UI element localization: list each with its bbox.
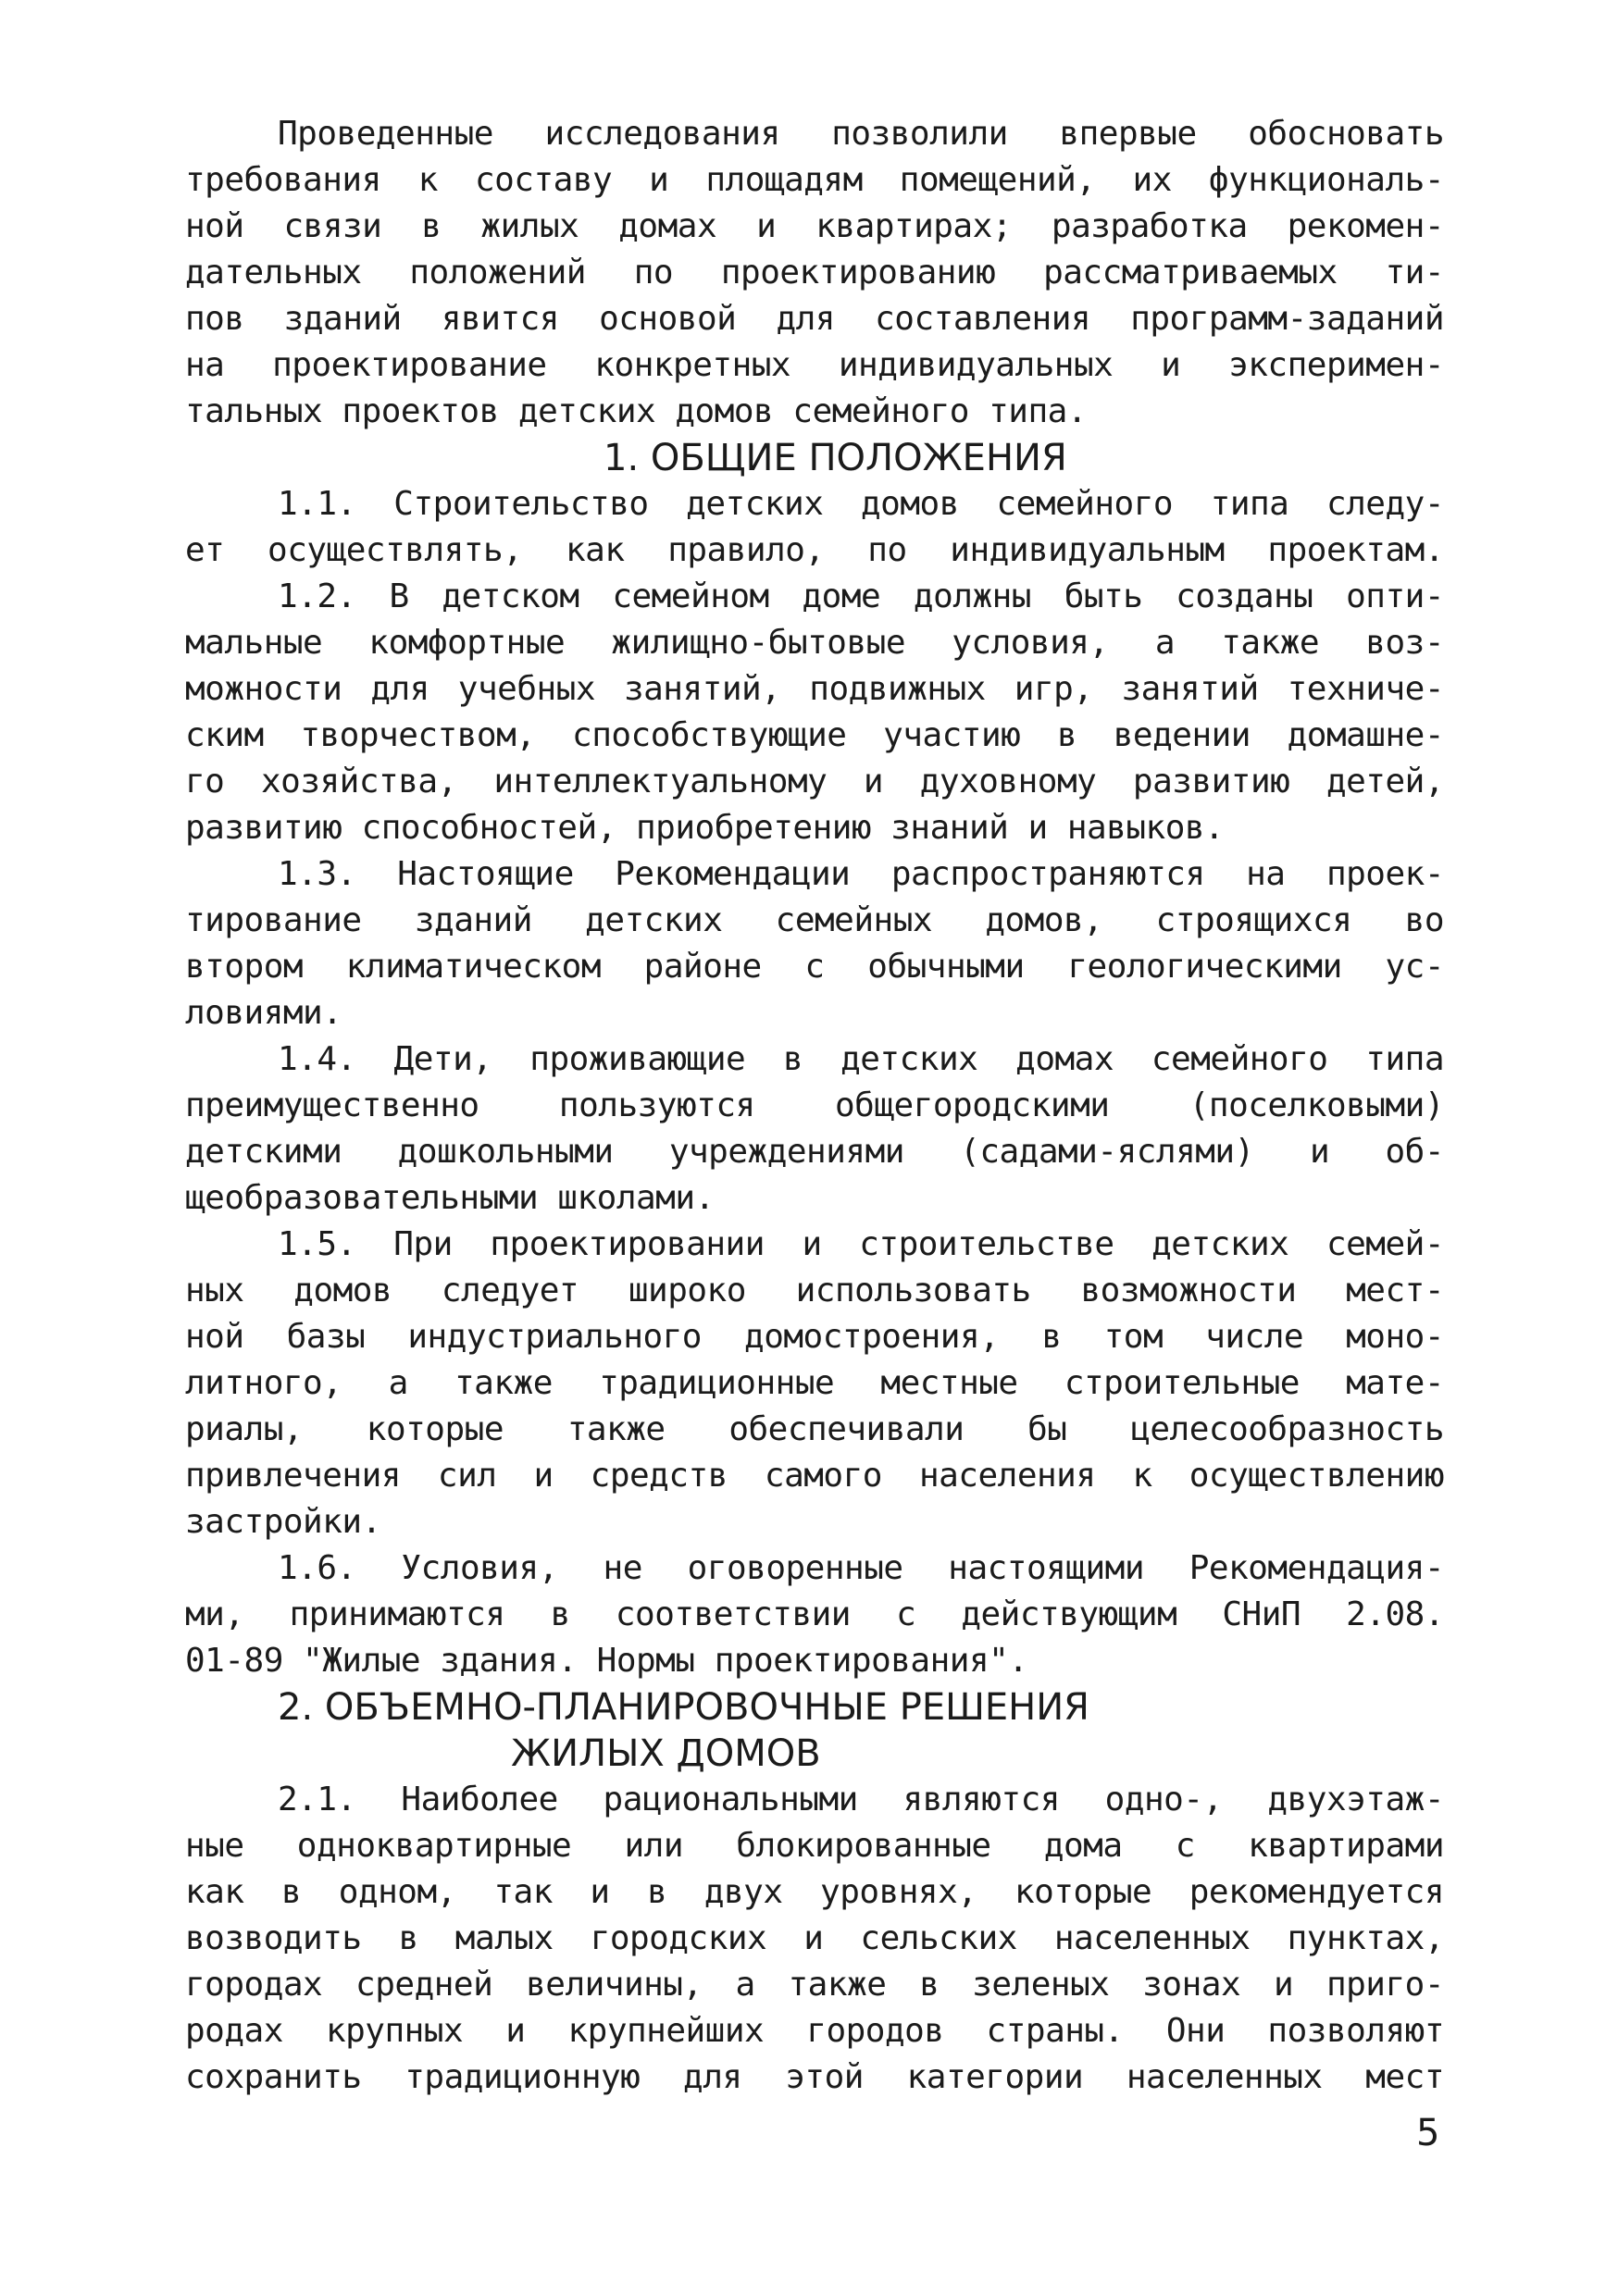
text-line: пов зданий явится основой для составления программ-заданий <box>185 300 1444 338</box>
paragraph-1-4 <box>185 1036 1444 1222</box>
page-number: 5 <box>1416 2112 1440 2154</box>
section-2-heading: 2. ОБЪЕМНО-ПЛАНИРОВОЧНЫЕ РЕШЕНИЯ <box>278 1686 1089 1729</box>
paragraph-1-3 <box>185 851 1444 1036</box>
text-line: требования к составу и площадям помещений, их функциональ- <box>185 161 1444 199</box>
text-line: привлечения сил и средств самого населения к осуществлению <box>185 1457 1444 1495</box>
text-line: ет осуществлять, как правило, по индивидуальным проектам. <box>185 531 1444 569</box>
paragraph-1-5 <box>185 1222 1444 1545</box>
text-line: городах средней величины, а также в зеленых зонах и приго- <box>185 1966 1444 2004</box>
text-line: 1.4. Дети, проживающие в детских домах семейного типа <box>278 1040 1444 1078</box>
text-line: ных домов следует широко использовать возможности мест- <box>185 1272 1444 1309</box>
text-line: втором климатическом районе с обычными геологическими ус- <box>185 948 1444 986</box>
text-line: как в одном, так и в двух уровнях, которые рекомендуется <box>185 1873 1444 1911</box>
text-line: ским творчеством, способствующие участию в ведении домашне- <box>185 716 1444 754</box>
text-line: на проектирование конкретных индивидуальных и эксперимен- <box>185 346 1444 384</box>
text-line: литного, а также традиционные местные строительные мате- <box>185 1364 1444 1402</box>
text-line: можности для учебных занятий, подвижных игр, занятий техниче- <box>185 670 1444 708</box>
text-line: риалы, которые также обеспечивали бы целесообразность <box>185 1410 1444 1448</box>
section-1-heading: 1. ОБЩИЕ ПОЛОЖЕНИЯ <box>604 437 1067 479</box>
text-line: 1.2. В детском семейном доме должны быть созданы опти- <box>278 577 1444 615</box>
text-line: ной связи в жилых домах и квартирах; разработка рекомен- <box>185 207 1444 245</box>
paragraph-1-6 <box>185 1545 1444 1684</box>
paragraph-1-1 <box>185 481 1444 574</box>
text-line: тирование зданий детских семейных домов, строящихся во <box>185 901 1444 939</box>
text-line: сохранить традиционную для этой категории населенных мест <box>185 2058 1444 2096</box>
text-line: го хозяйства, интеллектуальному и духовному развитию детей, <box>185 763 1444 800</box>
paragraph-1-2 <box>185 574 1444 851</box>
section-2-heading-continued: ЖИЛЫХ ДОМОВ <box>511 1732 821 1775</box>
text-line: 1.3. Настоящие Рекомендации распространяются на проек- <box>278 855 1444 893</box>
text-line: Проведенные исследования позволили впервые обосновать <box>278 115 1444 153</box>
text-line: ми, принимаются в соответствии с действующим СНиП 2.08. <box>185 1595 1444 1633</box>
text-line: преимущественно пользуются общегородскими (поселковыми) <box>185 1086 1444 1124</box>
text-line: развитию способностей, приобретению знаний и навыков. <box>185 809 1225 847</box>
text-line: 1.5. При проектировании и строительстве детских семей- <box>278 1225 1444 1263</box>
text-line: тальных проектов детских домов семейного типа. <box>185 392 1087 430</box>
text-line: 1.1. Строительство детских домов семейного типа следу- <box>278 485 1444 523</box>
text-line: дательных положений по проектированию рассматриваемых ти- <box>185 254 1444 292</box>
text-line: ные одноквартирные или блокированные дома с квартирами <box>185 1827 1444 1865</box>
text-line: возводить в малых городских и сельских населенных пунктах, <box>185 1919 1444 1957</box>
text-line: мальные комфортные жилищно-бытовые условия, а также воз- <box>185 624 1444 662</box>
text-line: 2.1. Наиболее рациональными являются одно-, двухэтаж- <box>278 1781 1444 1818</box>
text-line: родах крупных и крупнейших городов страны. Они позволяют <box>185 2012 1444 2050</box>
text-line: 01-89 "Жилые здания. Нормы проектирования". <box>185 1642 1028 1680</box>
text-line: ной базы индустриального домостроения, в том числе моно- <box>185 1318 1444 1356</box>
intro-paragraph <box>185 111 1444 435</box>
paragraph-2-1 <box>185 1777 1444 2101</box>
page-text <box>185 111 1444 2101</box>
text-line: застройки. <box>185 1503 381 1541</box>
text-line: щеобразовательными школами. <box>185 1179 715 1217</box>
text-line: детскими дошкольными учреждениями (садами-яслями) и об- <box>185 1133 1444 1171</box>
text-line: 1.6. Условия, не оговоренные настоящими Рекомендация- <box>278 1549 1444 1587</box>
text-line: ловиями. <box>185 994 342 1032</box>
